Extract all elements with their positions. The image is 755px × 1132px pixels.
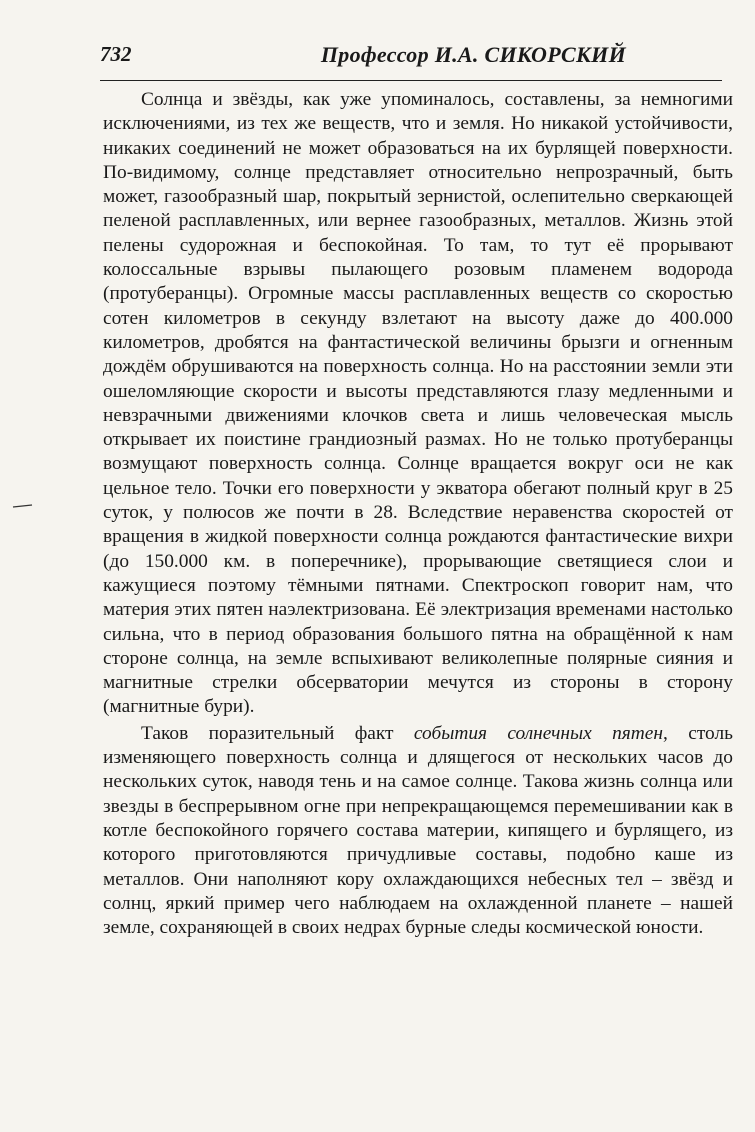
emphasized-phrase: события солнечных пятен	[413, 722, 664, 744]
page-number: 732	[100, 42, 132, 66]
running-title: Профессор И.А. СИКОРСКИЙ	[320, 42, 626, 67]
paragraph-2-start: Таков поразительный факт	[141, 722, 414, 744]
margin-pen-mark	[12, 503, 34, 509]
body-text	[103, 88, 733, 940]
paragraph-2	[103, 722, 733, 941]
running-header	[100, 40, 722, 81]
paragraph-2-end: , столь изменяющего поверхность солнца и длящегося от нескольких часов до нескольких суток, наводя тень и на самое солнце. Такова жизнь солнца или звезды в беспрерывном огне при непрекращающемся перемешивании как в котле беспокойного горячего состава материи, кипящего и бурлящего, из которого приготовляются причудливые составы, подобно каше из металлов. Они наполняют кору охлаждающихся небесных тел – звёзд и солнц, яркий пример чего наблюдаем на охлажденной планете – нашей земле, сохраняющей в своих недрах бурные следы космической юности.	[103, 722, 733, 939]
paragraph-1: Солнца и звёзды, как уже упоминалось, составлены, за немногими исключениями, из тех же веществ, что и земля. Но никакой устойчивости, никаких соединений не может образоваться на их бурлящей поверхности. По-видимому, солнце представляет относительно непрозрачный, быть может, газообразный шар, покрытый зернистой, ослепительно сверкающей пеленой расплавленных, или вернее газообразных, металлов. Жизнь этой пелены судорожная и беспокойная. То там, то тут её прорывают колоссальные взрывы пылающего розовым пламенем водорода (протуберанцы). Огромные массы расплавленных веществ со скоростью сотен километров в секунду взлетают на высоту даже до 400.000 километров, дробятся на фантастической величины брызги и огненным дождём обрушиваются на поверхность солнца. Но на расстоянии земли эти ошеломляющие скорости и высоты представляются глазу медленными и невзрачными движениями клочков света и лишь человеческая мысль открывает их поистине грандиозный размах. Но не только протуберанцы возмущают поверхность солнца. Солнце вращается вокруг оси не как цельное тело. Точки его поверхности у экватора обегают полный круг в 25 суток, у полюсов же почти в 28. Вследствие неравенства скоростей от вращения в жидкой поверхности солнца рождаются фантастические вихри (до 150.000 км. в поперечнике), прорывающие светящиеся слои и кажущиеся поэтому тёмными пятнами. Спектроскоп говорит нам, что материя этих пятен наэлектризована. Её электризация временами настолько сильна, что в период образования большого пятна на обращённой к нам стороне солнца, на земле вспыхивают великолепные полярные сияния и магнитные стрелки обсерватории мечутся из стороны в сторону (магнитные бури).	[103, 89, 733, 718]
